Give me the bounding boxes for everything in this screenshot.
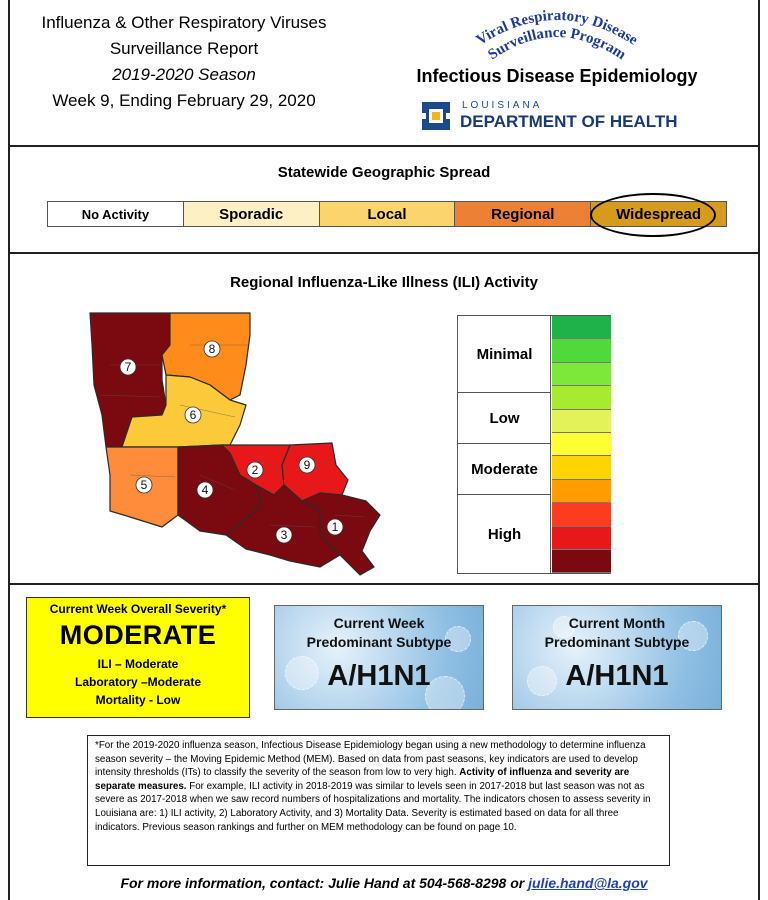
spread-title: Statewide Geographic Spread <box>277 164 491 181</box>
ili-legend <box>457 315 611 574</box>
legend-minimal: Minimal <box>458 316 551 393</box>
severity-level: MODERATE <box>59 620 217 650</box>
note-paragraph-2: For example, ILI activity in 2018-2019 was similar to levels seen in 2017-2018 but last season was not as severe as 2017-2018 when we saw record numbers of hospitalizations and mortality. The indicators chosen to assess severity in Louisiana are: 1) ILI activity, 2) Laboratory Activity, and 3) Mortality Data. Severity is estimated based on data for all three indicators. Previous season rankings and further on MEM methodology can be found on page 10. <box>95 780 651 833</box>
legend-swatch <box>552 386 611 409</box>
week-subtype-line1: Current Week <box>333 615 425 631</box>
louisiana-ili-map <box>70 305 390 583</box>
program-logo-line1: Viral Respiratory Disease <box>473 7 641 49</box>
legend-swatch <box>552 550 611 573</box>
report-title-line2: Surveillance Report <box>109 39 259 58</box>
divider <box>8 252 760 254</box>
legend-swatch <box>552 316 611 339</box>
legend-swatch <box>552 527 611 550</box>
program-logo-line2: Surveillance Program <box>485 24 629 62</box>
week-subtype-line2: Predominant Subtype <box>306 634 452 650</box>
severity-ili: ILI – Moderate <box>97 657 179 671</box>
severity-mortality: Mortality - Low <box>95 693 181 707</box>
spread-level-widespread: Widespread <box>591 202 726 226</box>
ldh-state: LOUISIANA <box>462 100 543 111</box>
spread-level-no-activity: No Activity <box>48 202 184 226</box>
region-label-2: 2 <box>251 463 259 477</box>
divider <box>8 145 760 147</box>
methodology-note <box>87 735 670 866</box>
spread-level-local: Local <box>320 202 456 226</box>
section-title: Infectious Disease Epidemiology <box>416 66 698 86</box>
contact-line <box>8 875 760 891</box>
legend-swatch <box>552 503 611 526</box>
severity-lab: Laboratory –Moderate <box>74 675 202 689</box>
ili-legend-labels <box>458 316 551 573</box>
divider <box>8 583 760 585</box>
program-logo <box>462 0 652 62</box>
legend-swatch <box>552 410 611 433</box>
region-label-7: 7 <box>124 360 132 374</box>
report-header <box>14 10 354 114</box>
legend-swatch <box>552 339 611 362</box>
report-title-line1: Influenza & Other Respiratory Viruses <box>41 13 327 32</box>
ldh-logo <box>420 98 680 134</box>
note-bold: Activity of influenza and severity are separate measures. <box>95 767 630 792</box>
week-subtype-value: A/H1N1 <box>327 660 431 692</box>
month-subtype-value: A/H1N1 <box>565 660 669 692</box>
spread-level-regional: Regional <box>455 202 591 226</box>
report-week: Week 9, Ending February 29, 2020 <box>52 91 316 110</box>
region-label-3: 3 <box>280 528 288 542</box>
region-label-4: 4 <box>201 483 209 497</box>
region-label-6: 6 <box>189 408 197 422</box>
region-label-1: 1 <box>331 520 339 534</box>
overall-severity-box <box>26 597 250 718</box>
current-spread-marker <box>590 193 716 237</box>
contact-text: For more information, contact: Julie Hand at 504-568-8298 or <box>120 875 529 891</box>
legend-swatch <box>552 456 611 479</box>
ldh-mark-icon <box>420 100 452 132</box>
ili-title: Regional Influenza-Like Illness (ILI) Activity <box>230 274 538 291</box>
legend-swatch <box>552 433 611 456</box>
month-subtype-line1: Current Month <box>568 615 666 631</box>
legend-high: High <box>487 525 522 543</box>
region-label-8: 8 <box>208 342 216 356</box>
ldh-dept: DEPARTMENT OF HEALTH <box>460 112 678 131</box>
spread-level-sporadic: Sporadic <box>184 202 320 226</box>
legend-moderate: Moderate <box>458 444 551 495</box>
severity-caption: Current Week Overall Severity* <box>49 602 227 616</box>
region-label-5: 5 <box>140 478 148 492</box>
contact-email-link[interactable]: julie.hand@la.gov <box>528 875 648 891</box>
current-month-subtype-card <box>512 605 722 710</box>
region-label-9: 9 <box>303 458 311 472</box>
legend-low: Low <box>458 393 551 444</box>
report-season: 2019-2020 Season <box>112 65 256 84</box>
current-week-subtype-card <box>274 605 484 710</box>
legend-swatch <box>552 363 611 386</box>
legend-swatch <box>552 480 611 503</box>
month-subtype-line2: Predominant Subtype <box>544 634 690 650</box>
note-paragraph-1: *For the 2019-2020 influenza season, Infectious Disease Epidemiology began using a new methodology to determine influenza season severity – the Moving Epidemic Method (MEM). Based on data from past seasons, key indicators are used to develop intensity thresholds (ITs) to classify the severity of the season from low to very high. <box>95 740 646 779</box>
